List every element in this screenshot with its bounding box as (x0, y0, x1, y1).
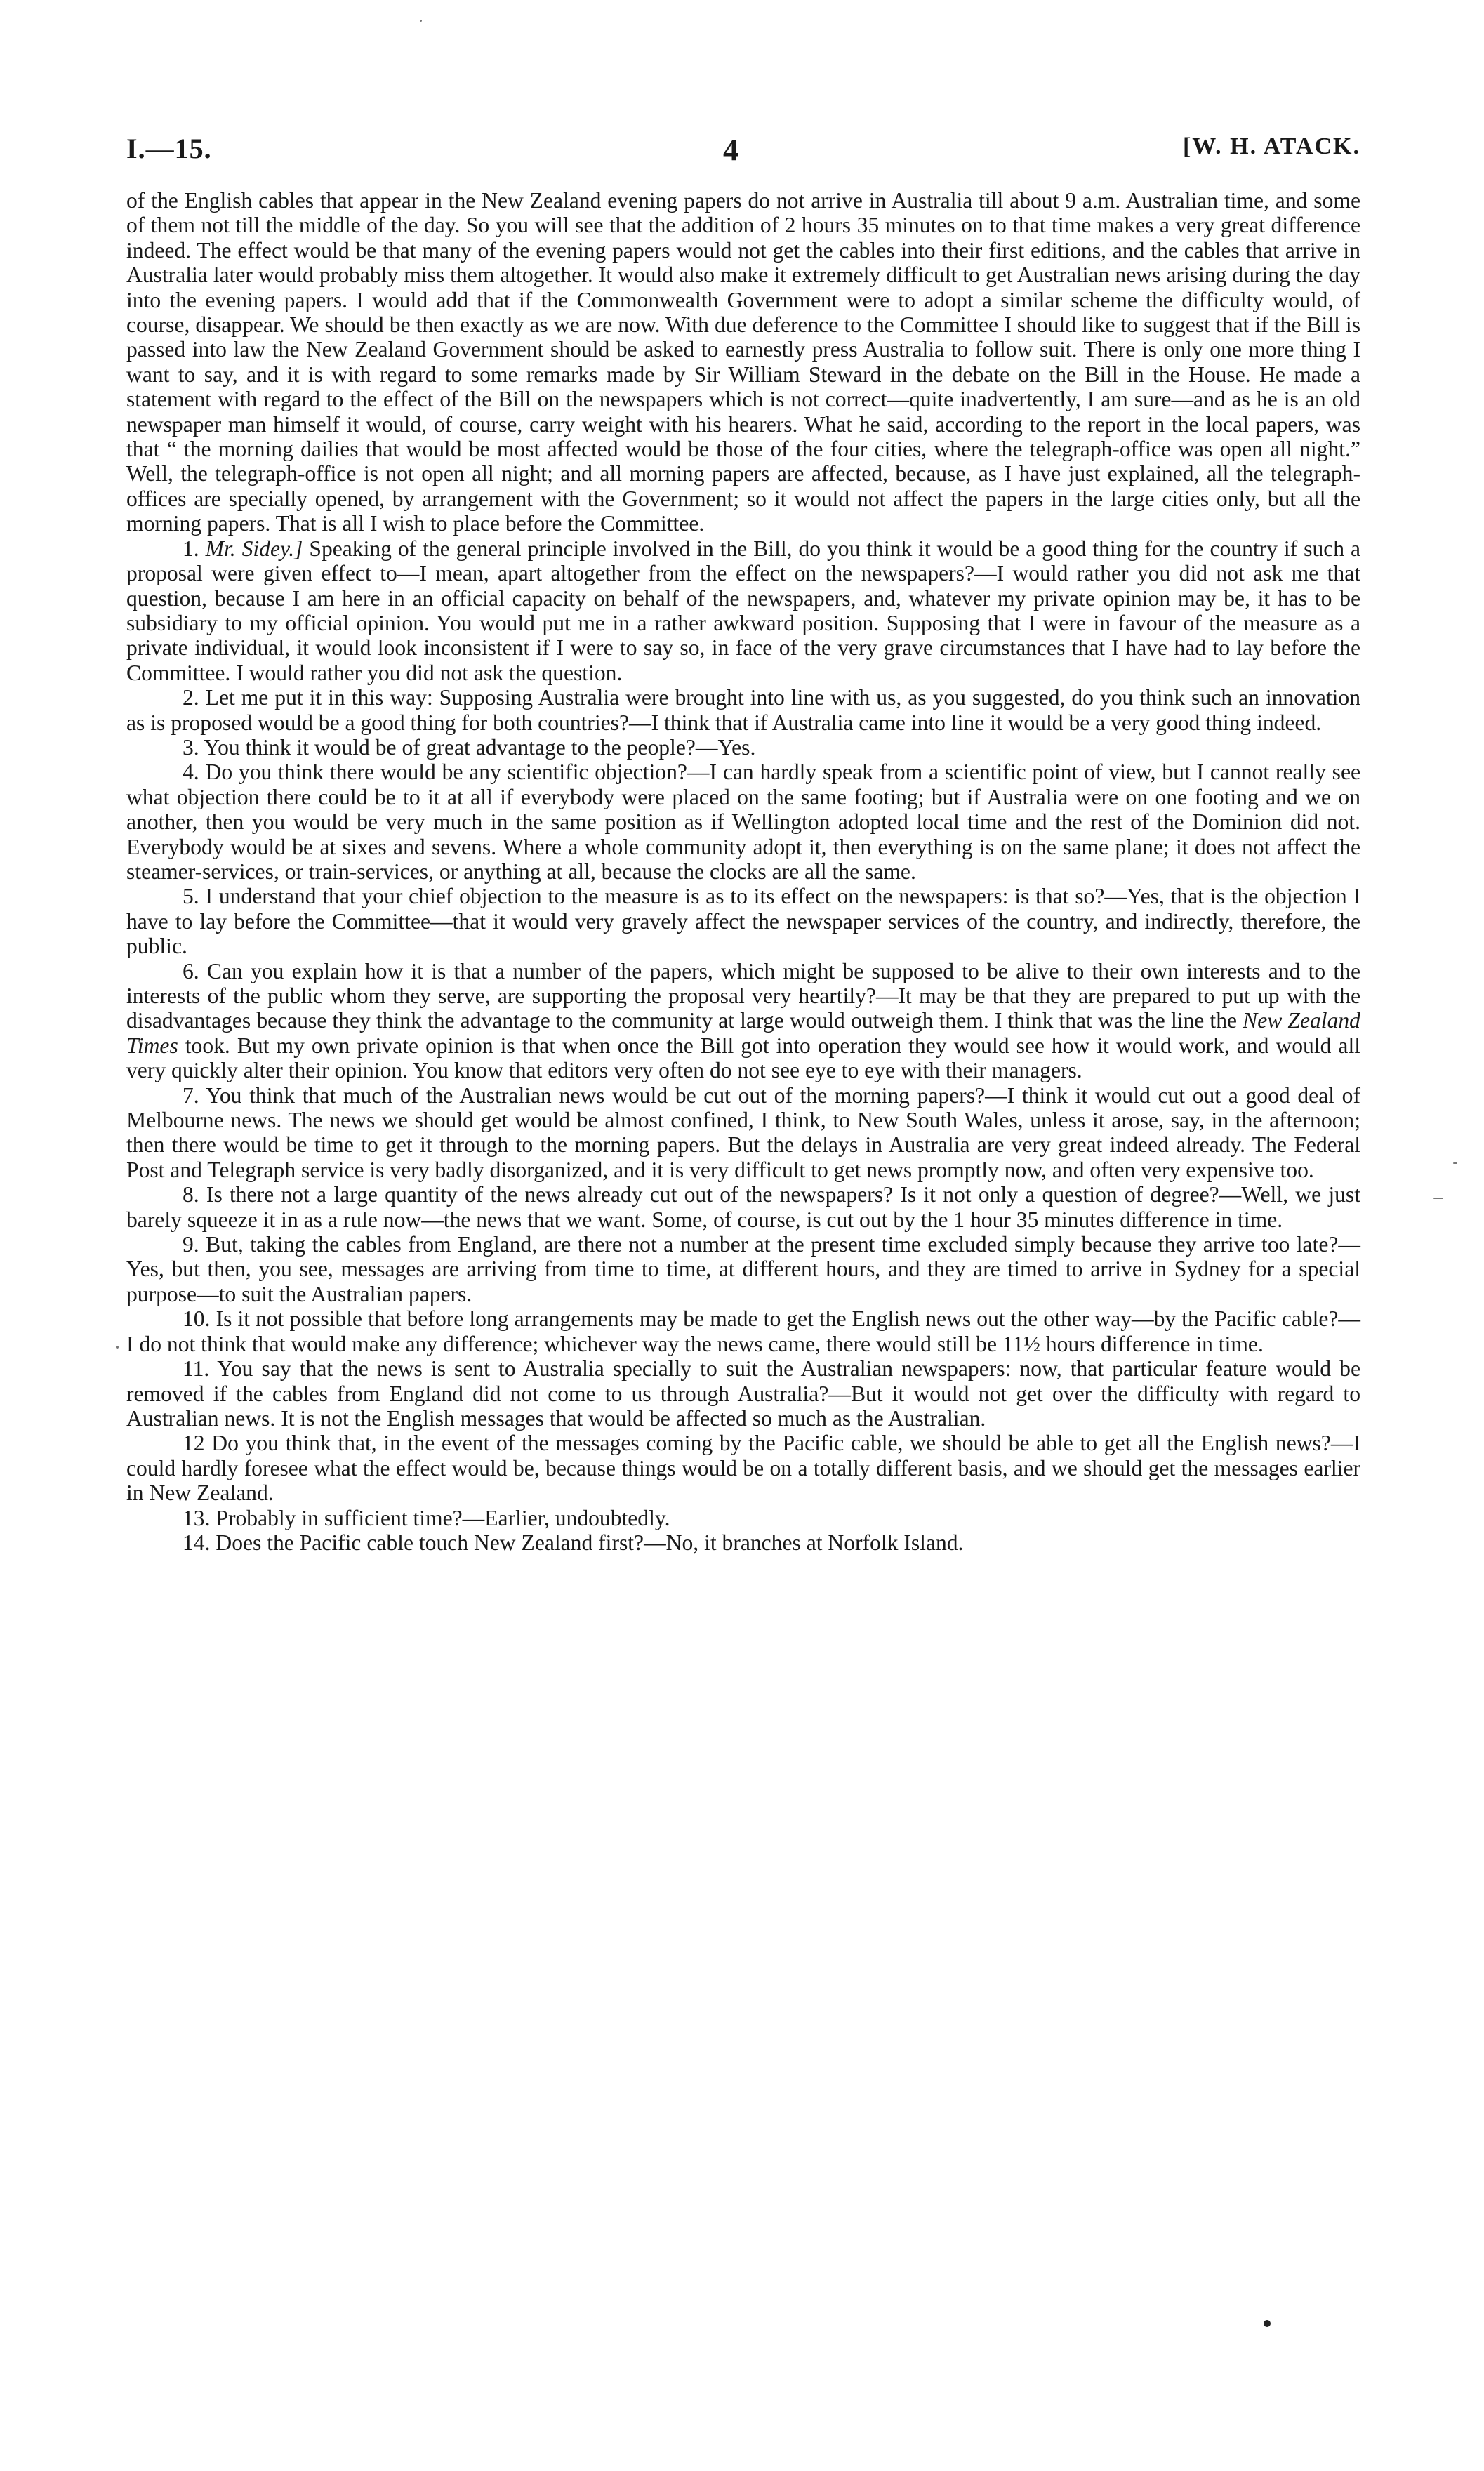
page-number: 4 (723, 133, 738, 167)
ink-dot (1264, 2320, 1271, 2327)
question-1 (126, 536, 1360, 685)
question-9: 9. But, taking the cables from England, are there not a number at the present time excluded simply because they arrive too late?—Yes, but then, you see, messages are arriving from time to time, at different hours, and they are timed to arrive in Sydney for a special purpose—to suit the Australian papers. (126, 1232, 1360, 1306)
scan-speck (420, 20, 422, 22)
question-7: 7. You think that much of the Australian news would be cut out of the morning papers?—I think it would cut out a good deal of Melbourne news. The news we should get would be almost confined, I think, to New South Wales, unless it arose, say, in the afternoon; then there would be time to get it through to the morning papers. But the delays in Australia are very great indeed already. The Federal Post and Telegraph service is very badly disorganized, and it is very difficult to get news promptly now, and often very expensive too. (126, 1082, 1360, 1182)
newspaper-title: New Zealand Times (126, 1008, 1360, 1058)
scan-speck (1453, 1162, 1457, 1164)
question-12: 12 Do you think that, in the event of the messages coming by the Pacific cable, we should be able to get all the English news?—I could hardly foresee what the effect would be, because things would be on a totally different basis, and we should get the messages earlier in New Zealand. (126, 1431, 1360, 1506)
question-6 (126, 959, 1360, 1083)
question-text-continued: took. But my own private opinion is that when once the Bill got into operation they would see how it would work, and would all very quickly alter their opinion. You know that editors very often do not see eye to eye with their managers. (126, 1033, 1360, 1083)
paper-reference: I.—15. (126, 133, 212, 164)
question-5: 5. I understand that your chief objection to the measure is as to its effect on the newspapers: is that so?—Yes, that is the objection I have to lay before the Committee—that it would very gravely affect the newspaper services of the country, and indirectly, therefore, the public. (126, 884, 1360, 959)
question-text: Speaking of the general principle involved in the Bill, do you think it would be a good thing for the country if such a proposal were given effect to—I mean, apart altogether from the effect on the newspapers?—I would rather you did not ask me that question, because I am here in an official capacity on behalf of the newspapers, and, whatever my private opinion may be, it has to be subsidiary to my official opinion. You would put me in a rather awkward position. Supposing that I were in favour of the measure as a private individual, it would look inconsistent if I were to say so, in face of the very grave circumstances that I have had to lay before the Committee. I would rather you did not ask the question. (126, 536, 1361, 685)
page-header (126, 132, 1360, 174)
intro-paragraph: of the English cables that appear in the New Zealand evening papers do not arrive in Australia till about 9 a.m. Australian time, and some of them not till the middle of the day. So you will see that the addition of 2 hours 35 minutes on to that time makes a very great difference indeed. The effect would be that many of the evening papers would not get the cables into their first editions, and the cables that arrive in Australia later would probably miss them altogether. It would also make it extremely difficult to get Australian news arising during the day into the evening papers. I would add that if the Commonwealth Government were to adopt a similar scheme the difficulty would, of course, disappear. We should be then exactly as we are now. With due deference to the Committee I should like to suggest that if the Bill is passed into law the New Zealand Government should be asked to earnestly press Australia to follow suit. There is only one more thing I want to say, and it is with regard to some remarks made by Sir William Steward in the debate on the Bill in the House. He made a statement with regard to the effect of the Bill on the newspapers which is not correct—quite inadvertently, I am sure—and as he is an old newspaper man himself it would, of course, carry weight with his hearers. What he said, according to the report in the local papers, was that “ the morning dailies that would be most affected would be those of the four cities, where the telegraph-office was open all night.” Well, the telegraph-office is not open all night; and all morning papers are affected, because, as I have just explained, all the telegraph-offices are specially opened, by arrangement with the Government; so it would not affect the papers in the large cities only, but all the morning papers. That is all I wish to place before the Committee. (126, 188, 1360, 536)
question-8: 8. Is there not a large quantity of the news already cut out of the newspapers? Is it not only a question of degree?—Well, we just barely squeeze it in as a rule now—the news that we want. Some, of course, is cut out by the 1 hour 35 minutes difference in time. (126, 1182, 1360, 1232)
question-10: 10. Is it not possible that before long arrangements may be made to get the English news out the other way—by the Pacific cable?—I do not think that would make any difference; whichever way the news came, there would still be 11½ hours difference in time. (126, 1306, 1360, 1356)
speaker-name: Mr. Sidey.] (205, 536, 303, 561)
question-3: 3. You think it would be of great advantage to the people?—Yes. (183, 734, 756, 760)
question-text: 6. Can you explain how it is that a number of the papers, which might be supposed to be alive to their own interests and to the interests of the public whom they serve, are supporting the proposal very heartily?—It may be that they are prepared to put up with the disadvantages because they think the advantage to the community at large would outweigh them. I think that was the line the (126, 958, 1360, 1033)
question-11: 11. You say that the news is sent to Australia specially to suit the Australian newspapers: now, that particular feature would be removed if the cables from England did not come to us through Australia?—But it would not get over the difficulty with regard to Australian news. It is not the English messages that would be affected so much as the Australian. (126, 1356, 1360, 1431)
scan-speck (116, 1346, 119, 1349)
question-number: 1. (183, 536, 199, 561)
question-2: 2. Let me put it in this way: Supposing Australia were brought into line with us, as you suggested, do you think such an innovation as is proposed would be a good thing for both countries?—I think that if Australia came into line it would be a very good thing indeed. (126, 685, 1360, 735)
transcript-body (126, 188, 1360, 1555)
question-4: 4. Do you think there would be any scientific objection?—I can hardly speak from a scientific point of view, but I cannot really see what objection there could be to it at all if everybody were placed on the same footing; but if Australia were on one footing and we on another, then you would be very much in the same position as if Wellington adopted local time and the rest of the Dominion did not. Everybody would be at sixes and sevens. Where a whole community adopt it, then everything is on the same plane; it does not affect the steamer-services, or train-services, or anything at all, because the clocks are all the same. (126, 760, 1360, 884)
question-13: 13. Probably in sufficient time?—Earlier, undoubtedly. (183, 1505, 670, 1530)
question-14: 14. Does the Pacific cable touch New Zealand first?—No, it branches at Norfolk Island. (183, 1530, 964, 1555)
witness-name: [W. H. ATACK. (1182, 133, 1360, 159)
scan-speck (1433, 1198, 1443, 1199)
